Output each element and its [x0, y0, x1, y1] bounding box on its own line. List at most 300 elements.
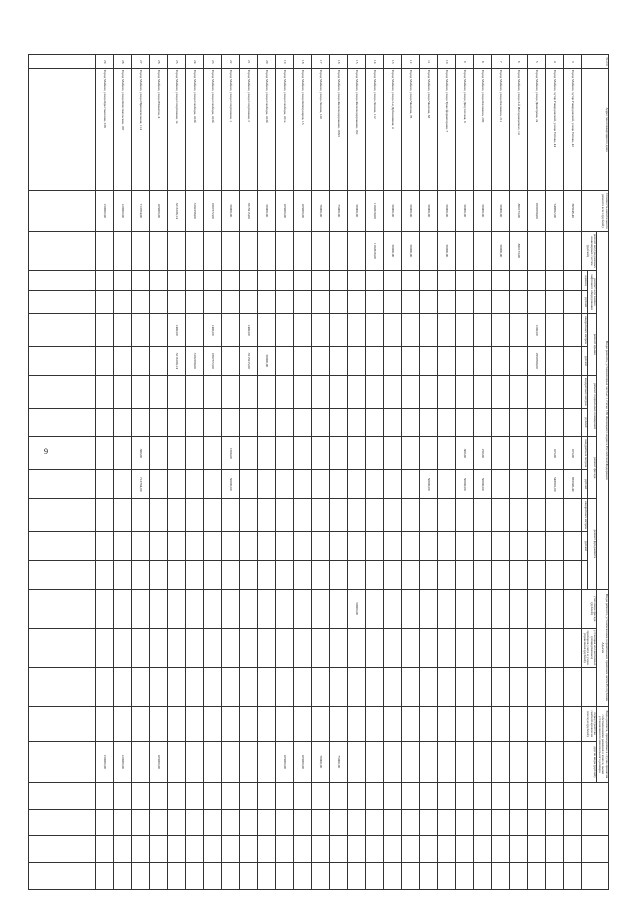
table-row: [456, 55, 474, 890]
table-cell-reg-x: [474, 667, 492, 706]
table-cell-total: 665946,40: [564, 190, 582, 231]
table-cell-x4: [114, 863, 132, 890]
table-cell-base-r: [204, 408, 222, 437]
table-cell-found-m: [348, 499, 366, 532]
table-cell-no: 27: [132, 55, 150, 69]
table-cell-warming: [312, 589, 330, 628]
table-cell-facade-r: [348, 470, 366, 499]
table-cell-lift-u: [204, 270, 222, 291]
table-cell-x3: [402, 836, 420, 863]
table-cell-no: 18: [294, 55, 312, 69]
table-cell-meters: [222, 628, 240, 667]
table-cell-facade-r: [366, 470, 384, 499]
table-cell-address: Город Майкоп, улица 2-я Дубинишная, 4: [384, 69, 402, 190]
table-cell-found-m: [492, 499, 510, 532]
table-cell-roof-r: 3182298,00: [186, 346, 204, 375]
table-cell-roof-r: 1667372,00: [204, 346, 222, 375]
table-cell-lift-r: [132, 291, 150, 314]
table-cell-lift-u: [348, 270, 366, 291]
table-cell-facade-r: [528, 470, 546, 499]
table-cell-x3: [150, 836, 168, 863]
table-cell-networks: 50000,00: [402, 231, 420, 270]
table-cell-found-r: [510, 531, 528, 560]
table-cell-base-r: [438, 408, 456, 437]
table-cell-found-m: [330, 499, 348, 532]
table-cell-roof-m: 1200,00: [528, 314, 546, 347]
table-cell-networks: [114, 231, 132, 270]
table-cell-empty: [29, 809, 96, 836]
table-cell-x1: [456, 782, 474, 809]
table-cell-empty: [29, 628, 96, 667]
table-cell-networks: [150, 231, 168, 270]
table-cell-found-m: [564, 499, 582, 532]
table-cell-lift-r: [96, 291, 114, 314]
table-cell-found-r: [348, 531, 366, 560]
table-cell-found-x: [204, 560, 222, 589]
table-cell-facade-r: 665946,40: [564, 470, 582, 499]
table-cell-total: 50000,00: [402, 190, 420, 231]
table-cell-roof-m: [474, 314, 492, 347]
header-lift: ремонт или замена лифтового оборудования: [587, 270, 597, 313]
table-cell-reg-x: [132, 667, 150, 706]
table-cell-address: Город Майкоп, улица Депутатская, 6: [456, 69, 474, 190]
repair-cost-table: [28, 54, 609, 890]
table-cell-no: 11: [420, 55, 438, 69]
table-cell-base-r: [186, 408, 204, 437]
table-cell-reg-x: [96, 667, 114, 706]
table-cell-facade-r: 50000,00: [456, 470, 474, 499]
table-cell-base-r: [150, 408, 168, 437]
table-cell-lift-r: [204, 291, 222, 314]
table-cell-x3: [186, 836, 204, 863]
table-cell-warming: [96, 589, 114, 628]
table-cell-empty: [29, 706, 96, 741]
table-cell-other: [492, 741, 510, 782]
table-cell-other: [564, 741, 582, 782]
header-other: другие виды (рублей): [582, 741, 597, 782]
table-cell-base-r: [456, 408, 474, 437]
table-cell-base-m: [204, 375, 222, 408]
header-lift-rub: рублей: [582, 291, 587, 314]
table-cell-x1: [528, 782, 546, 809]
table-cell-roof-m: [384, 314, 402, 347]
table-cell-base-r: [366, 408, 384, 437]
table-cell-base-m: [528, 375, 546, 408]
table-cell-roof-m: [420, 314, 438, 347]
table-cell-base-m: [348, 375, 366, 408]
table-cell-empty: [29, 560, 96, 589]
table-cell-x4: [456, 863, 474, 890]
table-cell-reg-x: [510, 667, 528, 706]
table-cell-drainage: [438, 706, 456, 741]
table-cell-found-x: [402, 560, 420, 589]
table-cell-roof-m: [96, 314, 114, 347]
table-cell-drainage: [222, 706, 240, 741]
table-cell-roof-m: [294, 314, 312, 347]
table-cell-facade-r: [204, 470, 222, 499]
table-cell-x2: [186, 809, 204, 836]
table-cell-base-r: [330, 408, 348, 437]
table-cell-x3: [474, 836, 492, 863]
header-reg-group: Виды ремонта, установленные нормативным правовым актом Республики Адыгея: [597, 589, 609, 706]
table-cell-reg-x: [564, 667, 582, 706]
table-cell-facade-r: [402, 470, 420, 499]
table-cell-lift-r: [492, 291, 510, 314]
table-cell-lift-r: [420, 291, 438, 314]
table-cell-warming: [168, 589, 186, 628]
table-cell-x4: [384, 863, 402, 890]
table-cell-x3: [240, 836, 258, 863]
table-cell-networks: [240, 231, 258, 270]
table-cell-networks: [528, 231, 546, 270]
table-cell-warming: [366, 589, 384, 628]
table-cell-base-m: [168, 375, 186, 408]
table-cell-x2: [510, 809, 528, 836]
table-cell-other: [258, 741, 276, 782]
table-row: [402, 55, 420, 890]
table-cell-meters: [474, 628, 492, 667]
table-cell-reg-x: [348, 667, 366, 706]
table-cell-empty: [29, 291, 96, 314]
table-cell-found-x: [222, 560, 240, 589]
table-cell-roof-r: 3515915,00: [240, 346, 258, 375]
table-cell-no: 3: [564, 55, 582, 69]
table-cell-x3: [276, 836, 294, 863]
table-cell-found-r: [492, 531, 510, 560]
table-cell-address: Город Майкоп, улица Калинина, 211: [492, 69, 510, 190]
table-cell-total: 50000,00: [222, 190, 240, 231]
table-cell-x4: [312, 863, 330, 890]
table-cell-found-r: [312, 531, 330, 560]
table-row: [240, 55, 258, 890]
table-cell-facade-m: [276, 437, 294, 470]
table-cell-empty: [29, 741, 96, 782]
table-cell-lift-u: [222, 270, 240, 291]
table-cell-base-m: [186, 375, 204, 408]
table-row: [312, 55, 330, 890]
table-cell-found-x: [186, 560, 204, 589]
table-cell-x1: [492, 782, 510, 809]
table-cell-x4: [492, 863, 510, 890]
table-cell-warming: [258, 589, 276, 628]
table-cell-x4: [96, 863, 114, 890]
table-cell-facade-m: [492, 437, 510, 470]
table-cell-facade-m: 250,00: [474, 437, 492, 470]
table-cell-no: 4: [546, 55, 564, 69]
table-cell-other: [186, 741, 204, 782]
table-cell-empty: [29, 531, 96, 560]
table-cell-x3: [384, 836, 402, 863]
table-cell-facade-m: [258, 437, 276, 470]
table-cell-lift-u: [546, 270, 564, 291]
table-cell-base-m: [420, 375, 438, 408]
table-cell-x1: [204, 782, 222, 809]
table-cell-found-m: [186, 499, 204, 532]
table-cell-lift-r: [456, 291, 474, 314]
table-cell-roof-m: 1400,00: [168, 314, 186, 347]
table-cell-roof-r: [456, 346, 474, 375]
table-cell-found-m: [420, 499, 438, 532]
header-foundation-blank: [582, 560, 587, 589]
table-cell-no: 26: [150, 55, 168, 69]
table-row: [546, 55, 564, 890]
table-cell-roof-r: [132, 346, 150, 375]
table-cell-found-m: [96, 499, 114, 532]
table-cell-lift-r: [312, 291, 330, 314]
table-cell-roof-m: [276, 314, 294, 347]
table-cell-x3: [312, 836, 330, 863]
table-cell-meters: [402, 628, 420, 667]
table-cell-x4: [402, 863, 420, 890]
table-cell-other: 105000,00: [294, 741, 312, 782]
table-cell-other: [474, 741, 492, 782]
table-cell-base-r: [474, 408, 492, 437]
table-cell-roof-m: [312, 314, 330, 347]
table-row: [528, 55, 546, 890]
table-cell-facade-r: [276, 470, 294, 499]
table-cell-no: 20: [258, 55, 276, 69]
table-cell-lift-u: [384, 270, 402, 291]
table-cell-no: 19: [276, 55, 294, 69]
table-cell-x3: [96, 836, 114, 863]
table-cell-empty: [29, 270, 96, 291]
table-cell-total: 105000,00: [276, 190, 294, 231]
document-sheet: [31, 54, 609, 890]
table-cell-reg-x: [312, 667, 330, 706]
table-cell-x3: [132, 836, 150, 863]
table-cell-total: 3216188,14: [168, 190, 186, 231]
table-cell-drainage: [492, 706, 510, 741]
table-cell-x2: [438, 809, 456, 836]
table-cell-total: 120000,00: [114, 190, 132, 231]
table-cell-facade-m: [510, 437, 528, 470]
table-cell-base-r: [528, 408, 546, 437]
table-cell-empty: [29, 589, 96, 628]
table-cell-roof-m: [456, 314, 474, 347]
table-cell-address: Город Майкоп, улица Ленина, 120: [312, 69, 330, 190]
table-cell-found-m: [510, 499, 528, 532]
table-cell-drainage: [348, 706, 366, 741]
header-roof: ремонт крыши: [587, 314, 597, 376]
table-cell-found-x: [168, 560, 186, 589]
table-cell-base-m: [402, 375, 420, 408]
table-cell-meters: [132, 628, 150, 667]
table-cell-base-m: [114, 375, 132, 408]
table-cell-roof-m: [132, 314, 150, 347]
header-blank-3: [582, 836, 609, 863]
table-cell-lift-u: [420, 270, 438, 291]
table-cell-total: 105000,00: [150, 190, 168, 231]
table-cell-facade-r: [114, 470, 132, 499]
table-cell-roof-r: 3216188,14: [168, 346, 186, 375]
table-cell-networks: 880173,00: [510, 231, 528, 270]
table-cell-base-r: [294, 408, 312, 437]
table-cell-lift-r: [150, 291, 168, 314]
table-cell-x1: [330, 782, 348, 809]
table-cell-found-m: [474, 499, 492, 532]
table-cell-lift-r: [222, 291, 240, 314]
table-cell-x2: [222, 809, 240, 836]
table-cell-found-r: [330, 531, 348, 560]
table-cell-x1: [276, 782, 294, 809]
table-cell-facade-m: [402, 437, 420, 470]
table-cell-warming: 50000,00: [348, 589, 366, 628]
table-cell-x2: [546, 809, 564, 836]
table-cell-base-r: [312, 408, 330, 437]
table-cell-facade-r: [384, 470, 402, 499]
table-cell-facade-r: 50000,00: [222, 470, 240, 499]
table-cell-networks: [186, 231, 204, 270]
table-cell-found-x: [240, 560, 258, 589]
table-cell-lift-u: [132, 270, 150, 291]
table-cell-reg-x: [420, 667, 438, 706]
table-cell-found-x: [96, 560, 114, 589]
table-cell-reg-x: [384, 667, 402, 706]
table-cell-networks: [222, 231, 240, 270]
table-cell-facade-m: [150, 437, 168, 470]
table-cell-warming: [528, 589, 546, 628]
table-cell-x1: [96, 782, 114, 809]
table-cell-total: 150000,00: [96, 190, 114, 231]
table-cell-roof-r: 2999598,00: [528, 346, 546, 375]
table-cell-x3: [510, 836, 528, 863]
table-cell-found-m: [258, 499, 276, 532]
table-cell-roof-r: [384, 346, 402, 375]
table-cell-roof-r: [492, 346, 510, 375]
table-cell-total: 50000,00: [348, 190, 366, 231]
table-cell-base-m: [294, 375, 312, 408]
table-cell-facade-m: 300,00: [456, 437, 474, 470]
table-cell-x2: [168, 809, 186, 836]
table-cell-base-r: [348, 408, 366, 437]
table-cell-meters: [546, 628, 564, 667]
table-cell-lift-u: [528, 270, 546, 291]
table-cell-found-x: [528, 560, 546, 589]
table-cell-base-r: [258, 408, 276, 437]
table-cell-lift-r: [546, 291, 564, 314]
table-cell-address: Город Майкоп, улица Спортивная, 1а: [168, 69, 186, 190]
table-cell-networks: [96, 231, 114, 270]
table-cell-other: [384, 741, 402, 782]
table-cell-reg-x: [114, 667, 132, 706]
table-cell-other: 120000,00: [114, 741, 132, 782]
table-cell-found-r: [474, 531, 492, 560]
table-cell-address: Город Майкоп, улица Железнодорожная, 166/2: [330, 69, 348, 190]
table-cell-roof-r: [564, 346, 582, 375]
table-cell-facade-r: [240, 470, 258, 499]
table-cell-drainage: [132, 706, 150, 741]
table-cell-warming: [222, 589, 240, 628]
table-cell-empty: [29, 346, 96, 375]
header-no: № п/п: [582, 55, 609, 69]
table-cell-drainage: [96, 706, 114, 741]
table-row: [330, 55, 348, 890]
table-row: [564, 55, 582, 890]
header-address: Адрес многоквартирного дома: [582, 69, 609, 190]
table-cell-found-x: [510, 560, 528, 589]
table-cell-total: 70000,00: [312, 190, 330, 231]
table-cell-x1: [348, 782, 366, 809]
table-cell-meters: [276, 628, 294, 667]
table-cell-drainage: [294, 706, 312, 741]
table-cell-other: 105000,00: [150, 741, 168, 782]
header-foundation: ремонт фундамента: [587, 499, 597, 589]
table-cell-networks: 50000,00: [492, 231, 510, 270]
table-cell-total: 713704,00: [132, 190, 150, 231]
table-cell-reg-x: [402, 667, 420, 706]
table-cell-other: [168, 741, 186, 782]
table-cell-found-m: [204, 499, 222, 532]
table-cell-found-r: [168, 531, 186, 560]
table-cell-lift-u: [96, 270, 114, 291]
table-cell-reg-x: [168, 667, 186, 706]
table-cell-x2: [348, 809, 366, 836]
table-cell-x1: [258, 782, 276, 809]
table-row: [276, 55, 294, 890]
table-cell-reg-x: [150, 667, 168, 706]
table-row: [474, 55, 492, 890]
table-cell-no: 13: [384, 55, 402, 69]
table-cell-base-r: [276, 408, 294, 437]
table-cell-x4: [276, 863, 294, 890]
table-cell-x1: [384, 782, 402, 809]
table-cell-roof-r: [96, 346, 114, 375]
table-cell-roof-r: [222, 346, 240, 375]
table-cell-facade-m: [114, 437, 132, 470]
table-cell-total: 105000,00: [294, 190, 312, 231]
table-cell-drainage: [546, 706, 564, 741]
table-row: [348, 55, 366, 890]
table-cell-no: 9: [456, 55, 474, 69]
table-cell-meters: [366, 628, 384, 667]
table-cell-lift-r: [528, 291, 546, 314]
table-cell-found-r: [258, 531, 276, 560]
table-cell-meters: [492, 628, 510, 667]
table-cell-address: Город Майкоп, улица Спортивная, 2: [240, 69, 258, 190]
table-cell-reg-x: [438, 667, 456, 706]
table-cell-x2: [564, 809, 582, 836]
table-cell-other: [132, 741, 150, 782]
table-cell-base-m: [150, 375, 168, 408]
table-cell-empty: [29, 836, 96, 863]
table-cell-warming: [510, 589, 528, 628]
table-cell-x3: [456, 836, 474, 863]
table-cell-total: 1182820,00: [366, 190, 384, 231]
table-cell-facade-r: [312, 470, 330, 499]
table-cell-address: Город Майкоп, улица Юннатов, 4: [150, 69, 168, 190]
table-cell-empty: [29, 231, 96, 270]
table-cell-x1: [150, 782, 168, 809]
table-cell-warming: [276, 589, 294, 628]
table-cell-warming: [186, 589, 204, 628]
table-cell-lift-u: [474, 270, 492, 291]
table-cell-base-m: [384, 375, 402, 408]
table-cell-no: 5: [528, 55, 546, 69]
table-cell-lift-r: [186, 291, 204, 314]
header-law-group: Виды ремонта, установленные частью 1 статьи 166 Жилищного кодекса Российской Федерации: [597, 231, 609, 589]
table-cell-drainage: [384, 706, 402, 741]
table-cell-facade-r: [438, 470, 456, 499]
table-cell-x2: [384, 809, 402, 836]
table-cell-address: Город Майкоп, улица Трансформаторная, 7: [438, 69, 456, 190]
table-cell-found-m: [456, 499, 474, 532]
table-cell-address: Город Майкоп, хутор Гавердовский, улица Титова, 44: [546, 69, 564, 190]
table-row: [258, 55, 276, 890]
table-cell-x1: [474, 782, 492, 809]
table-cell-facade-r: [150, 470, 168, 499]
table-cell-lift-r: [402, 291, 420, 314]
table-cell-warming: [546, 589, 564, 628]
